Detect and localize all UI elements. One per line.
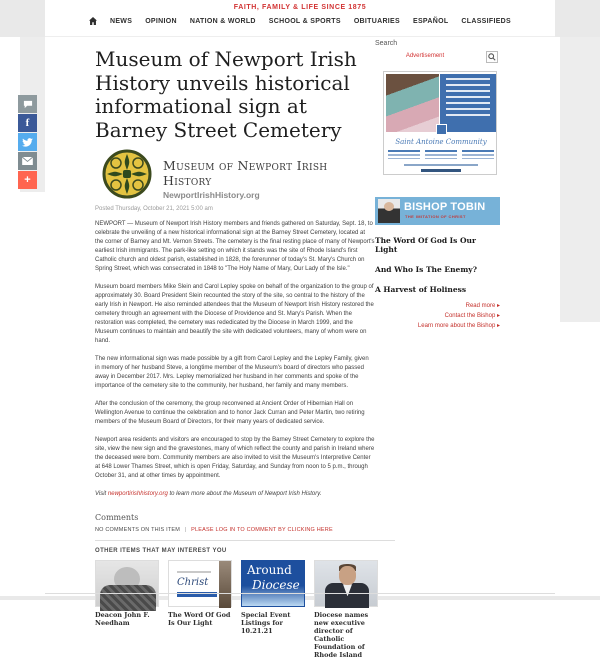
related-item[interactable] — [314, 560, 378, 659]
nav-item-school-sports[interactable]: SCHOOL & SPORTS — [268, 17, 341, 25]
advertisement-label: Advertisement — [405, 53, 445, 59]
comment-icon[interactable] — [18, 95, 37, 113]
nav-item-news[interactable]: NEWS — [109, 17, 133, 25]
nav-item-nation-world[interactable]: NATION & WORLD — [189, 17, 256, 25]
search-row — [375, 51, 500, 64]
bishop-headline[interactable]: And Who Is The Enemy? — [375, 265, 478, 274]
thumb-script-text: Christ — [177, 577, 209, 589]
sidebar — [375, 40, 500, 329]
celtic-cross-logo-icon — [103, 150, 151, 198]
share-more-icon[interactable]: + — [18, 171, 37, 189]
search-button[interactable] — [486, 51, 498, 63]
related-item[interactable] — [95, 560, 159, 659]
email-icon[interactable] — [18, 152, 37, 170]
saint-antoine-ad[interactable] — [383, 71, 497, 175]
posted-timestamp: Posted Thursday, October 21, 2021 5:00 am — [95, 206, 213, 213]
article-body — [95, 220, 375, 499]
thumb-text-line — [177, 571, 211, 573]
bishop-face-shape — [384, 202, 394, 211]
site-tagline: FAITH, FAMILY & LIFE SINCE 1875 — [233, 4, 367, 11]
comments-status: NO COMMENTS ON THIS ITEM — [95, 527, 181, 534]
social-share-bar — [18, 95, 37, 190]
nav-item-espanol[interactable]: ESPAÑOL — [412, 17, 449, 25]
article — [95, 48, 375, 659]
related-caption[interactable]: Deacon John F. Needham — [95, 611, 150, 628]
related-items-heading: OTHER ITEMS THAT MAY INTEREST YOU — [95, 548, 227, 555]
twitter-icon[interactable] — [18, 133, 37, 151]
logo-text — [163, 158, 375, 200]
header-divider — [45, 36, 555, 37]
visit-prefix: Visit — [95, 491, 108, 498]
bishop-headline[interactable]: The Word Of God Is Our Light — [375, 236, 476, 254]
comments-divider — [95, 540, 395, 541]
ad-columns — [388, 150, 494, 161]
portrait-body-shape — [100, 585, 156, 611]
article-title: Museum of Newport Irish History unveils historical informational sign at Barney Street Cemetery — [95, 47, 357, 142]
comments-status-line — [95, 527, 375, 533]
related-thumbnail-around-diocese[interactable] — [241, 560, 305, 607]
ad-logo-square — [436, 124, 447, 135]
nav-item-opinion[interactable]: OPINION — [145, 17, 177, 25]
search-icon — [488, 53, 496, 61]
ad-column — [388, 150, 420, 161]
read-more-link[interactable]: Read more ▸ — [465, 303, 500, 309]
ad-column — [462, 150, 494, 161]
bishop-headline[interactable]: A Harvest of Holiness — [375, 285, 467, 294]
ad-text-line — [446, 108, 490, 110]
bishop-links — [375, 302, 500, 329]
related-thumbnail-word-of-god[interactable] — [168, 560, 232, 607]
ad-blue-panel — [440, 74, 496, 132]
ad-column — [425, 150, 457, 161]
portrait-head-shape — [339, 566, 356, 585]
ad-text-line — [446, 90, 490, 92]
ad-title: Saint Antoine Community — [395, 138, 487, 146]
bishop-banner-title: BISHOP TOBIN — [404, 201, 486, 213]
logo-title: Museum of Newport Irish History — [163, 158, 328, 189]
related-caption[interactable]: The Word Of God Is Our Light — [168, 611, 231, 628]
related-thumbnail-executive[interactable] — [314, 560, 378, 607]
learn-more-bishop-link[interactable]: Learn more about the Bishop ▸ — [417, 323, 500, 329]
ad-text-line — [446, 102, 490, 104]
contact-bishop-link[interactable]: Contact the Bishop ▸ — [444, 313, 500, 319]
comments-separator: | — [184, 527, 187, 534]
bottom-divider — [45, 593, 555, 594]
home-icon[interactable] — [89, 17, 97, 25]
paragraph: After the conclusion of the ceremony, the group reconvened at Ancient Order of Hibernian Hall on Wellington Avenue to continue the celebration and to honor Jack Curran and Peter Martin, two retiring members of the Museum Board of Directors, for their many years of dedicated service. — [95, 401, 365, 426]
nav-item-obituaries[interactable]: OBITUARIES — [353, 17, 400, 25]
visit-paragraph — [95, 490, 375, 499]
bishop-banner-subtitle: THE IMITATION OF CHRIST — [405, 214, 466, 219]
thumb-photo-sliver — [219, 561, 231, 608]
search-label: Search — [375, 40, 398, 47]
bishop-tobin-banner[interactable] — [375, 197, 500, 225]
logo-url: NewportIrishHistory.org — [163, 190, 260, 201]
ad-photo — [386, 74, 439, 132]
article-lead-image — [95, 150, 375, 200]
facebook-icon[interactable]: f — [18, 114, 37, 132]
museum-website-link[interactable]: newportirishhistory.org — [107, 491, 168, 498]
paragraph: Museum board members Mike Slein and Carol Lepley spoke on behalf of the organization to the group of approximately 30. Board President Slein recounted the story of the site, so central to the history of the early Irish in Newport. He also reminded attendees that the Museum of Newport Irish History restored the cemetery through an agreement with the Diocese of Providence and St. Mary's Parish. When the restoration was completed, the cemetery was rededicated by the Diocese in March 1999, and the Museum continues to maintain and beautify the site with dedicated volunteers, many of whom were on hand. — [95, 284, 374, 345]
ad-text-line — [446, 96, 490, 98]
related-item[interactable] — [241, 560, 305, 659]
related-thumbnail-portrait[interactable] — [95, 560, 159, 607]
paragraph: Newport area residents and visitors are encouraged to stop by the Barney Street Cemetery to explore the site, view the new sign and the gravestones, many of which reflect the county and parish in Ireland where the deceased were born. Community members are also invited to visit the Museum's Interpretive Center at 648 Lower Thames Street, which is open Friday, Saturday, and Sunday from noon to 5 p.m., through October 31, and at other times by appointment. — [95, 437, 375, 480]
login-to-comment-link[interactable]: PLEASE LOG IN TO COMMENT BY CLICKING HERE — [191, 527, 333, 534]
related-caption[interactable]: Special Event Listings for 10.21.21 — [241, 611, 291, 636]
main-nav — [0, 17, 600, 25]
ad-text-line — [446, 84, 490, 86]
related-item[interactable] — [168, 560, 232, 659]
gutter-right — [560, 37, 600, 322]
related-caption[interactable]: Diocese names new executive director of Catholic Foundation of Rhode Island — [314, 611, 369, 659]
related-items-row — [95, 560, 405, 659]
comments-heading: Comments — [95, 513, 139, 523]
ad-text-line — [446, 78, 490, 80]
ad-phone-line — [421, 169, 461, 172]
ad-text-line — [404, 164, 478, 166]
thumb-title-line1: Around — [247, 563, 292, 578]
thumb-title-line2: Diocese — [252, 578, 300, 593]
paragraph: The new informational sign was made possible by a gift from Carol Lepley and the Lepley Family, given in memory of her husband Steve, a longtime member of the Museum's board of directors who passed away in December 2017. Mrs. Lepley memorialized her husband in her comments and spoke of the importance of the cemetery site to the community, her husband, her family and many members. — [95, 356, 369, 390]
visit-suffix: to learn more about the Museum of Newport Irish History. — [167, 491, 322, 498]
bishop-photo — [378, 199, 400, 223]
nav-item-classifieds[interactable]: CLASSIFIEDS — [461, 17, 511, 25]
ad-text-line — [446, 114, 490, 116]
paragraph: NEWPORT — Museum of Newport Irish History members and friends gathered on Saturday, Sept. 18, to celebrate the unveiling of a new historical informational sign at the Barney Street Cemetery, located at the corner of Barney and Mt. Vernon Streets. The cemetery is the final resting place of many of Newport's earliest Irish immigrants. The park-like setting on which it stands was the site of Rhode Island's first Catholic church and oldest parish, established in 1828, the forerunner of today's St. Mary's Church on Spring Street, which was consecrated in 1848 to "The Holy Name of Mary, Our Lady of the Isle." — [95, 221, 375, 273]
